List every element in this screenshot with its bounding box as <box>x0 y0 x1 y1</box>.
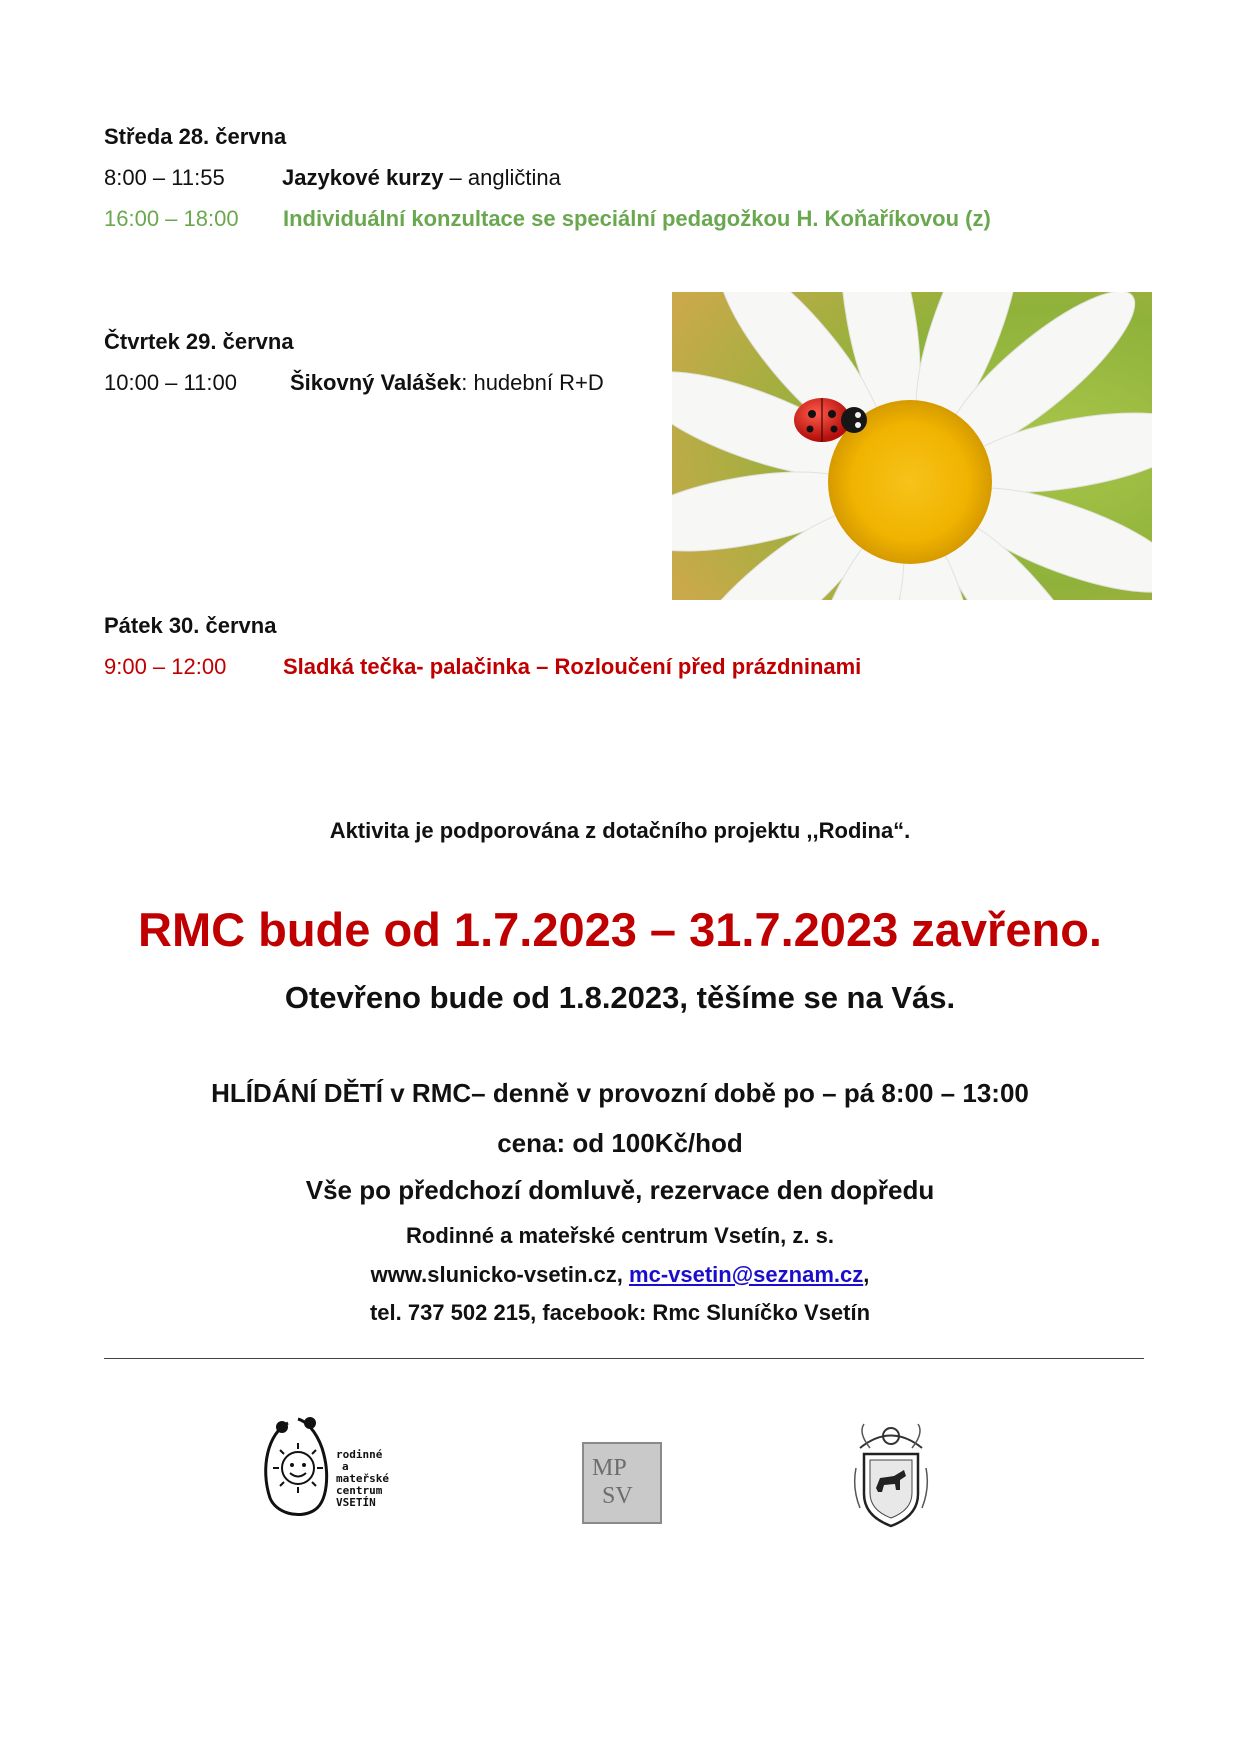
babysitting-title: HLÍDÁNÍ DĚTÍ v RMC <box>211 1078 472 1108</box>
divider-line <box>104 1358 1144 1359</box>
schedule-row <box>104 165 561 191</box>
closure-notice: RMC bude od 1.7.2023 – 31.7.2023 zavřeno. <box>138 903 1102 956</box>
babysitting-hours: – denně v provozní době po – pá 8:00 – 13:00 <box>471 1078 1029 1108</box>
rmc-logo-text <box>336 1449 389 1509</box>
babysitting-booking: Vše po předchozí domluvě, rezervace den dopředu <box>305 1175 935 1205</box>
schedule-time: 16:00 – 18:00 <box>104 206 239 231</box>
schedule-title: Jazykové kurzy <box>282 165 444 190</box>
reopen-notice: Otevřeno bude od 1.8.2023, těšíme se na Vás. <box>284 980 956 1015</box>
mpsv-logo-line: SV <box>602 1483 633 1509</box>
email-link[interactable]: mc-vsetin@seznam.cz <box>629 1262 864 1287</box>
babysitting-price: cena: od 100Kč/hod <box>497 1128 743 1158</box>
schedule-title: Individuální konzultace se speciální pedagožkou H. Koňaříkovou (z) <box>283 206 991 231</box>
schedule-detail: : hudební R+D <box>461 370 604 395</box>
email-trailing: , <box>863 1262 870 1287</box>
daisy-ladybug-photo <box>672 292 1152 600</box>
rmc-logo-word: centrum <box>336 1484 383 1497</box>
day-heading-friday: Pátek 30. června <box>104 613 277 638</box>
rmc-logo-word: a <box>342 1460 349 1473</box>
rmc-logo-word: mateřské <box>336 1472 389 1485</box>
contact-phone-facebook: tel. 737 502 215, facebook: Rmc Sluníčko Vsetín <box>369 1300 871 1325</box>
schedule-row <box>104 370 604 396</box>
mpsv-logo-line: MP <box>592 1455 627 1481</box>
day-heading-wednesday: Středa 28. června <box>104 124 287 149</box>
schedule-time: 10:00 – 11:00 <box>104 370 237 395</box>
organization-name: Rodinné a mateřské centrum Vsetín, z. s. <box>406 1223 834 1248</box>
day-heading-thursday: Čtvrtek 29. června <box>104 329 294 354</box>
schedule-title: Šikovný Valášek <box>290 370 462 395</box>
babysitting-line <box>0 1078 1240 1109</box>
schedule-row <box>104 206 991 232</box>
vsetin-coat-of-arms <box>850 1418 932 1536</box>
rmc-logo-word: VSETÍN <box>336 1496 376 1509</box>
schedule-detail: – angličtina <box>443 165 561 190</box>
mpsv-logo <box>582 1442 662 1524</box>
schedule-title: Sladká tečka- palačinka – Rozloučení před prázdninami <box>283 654 862 679</box>
schedule-time: 8:00 – 11:55 <box>104 165 225 190</box>
website-link[interactable]: www.slunicko-vsetin.cz, <box>370 1262 630 1287</box>
contact-web-email <box>0 1262 1240 1288</box>
rmc-logo-word: rodinné <box>336 1448 383 1461</box>
schedule-row <box>104 654 861 680</box>
support-note: Aktivita je podporována z dotačního projektu ,,Rodina“. <box>329 818 911 843</box>
rmc-logo <box>258 1413 418 1523</box>
mpsv-logo-text <box>592 1454 633 1510</box>
schedule-time: 9:00 – 12:00 <box>104 654 227 679</box>
